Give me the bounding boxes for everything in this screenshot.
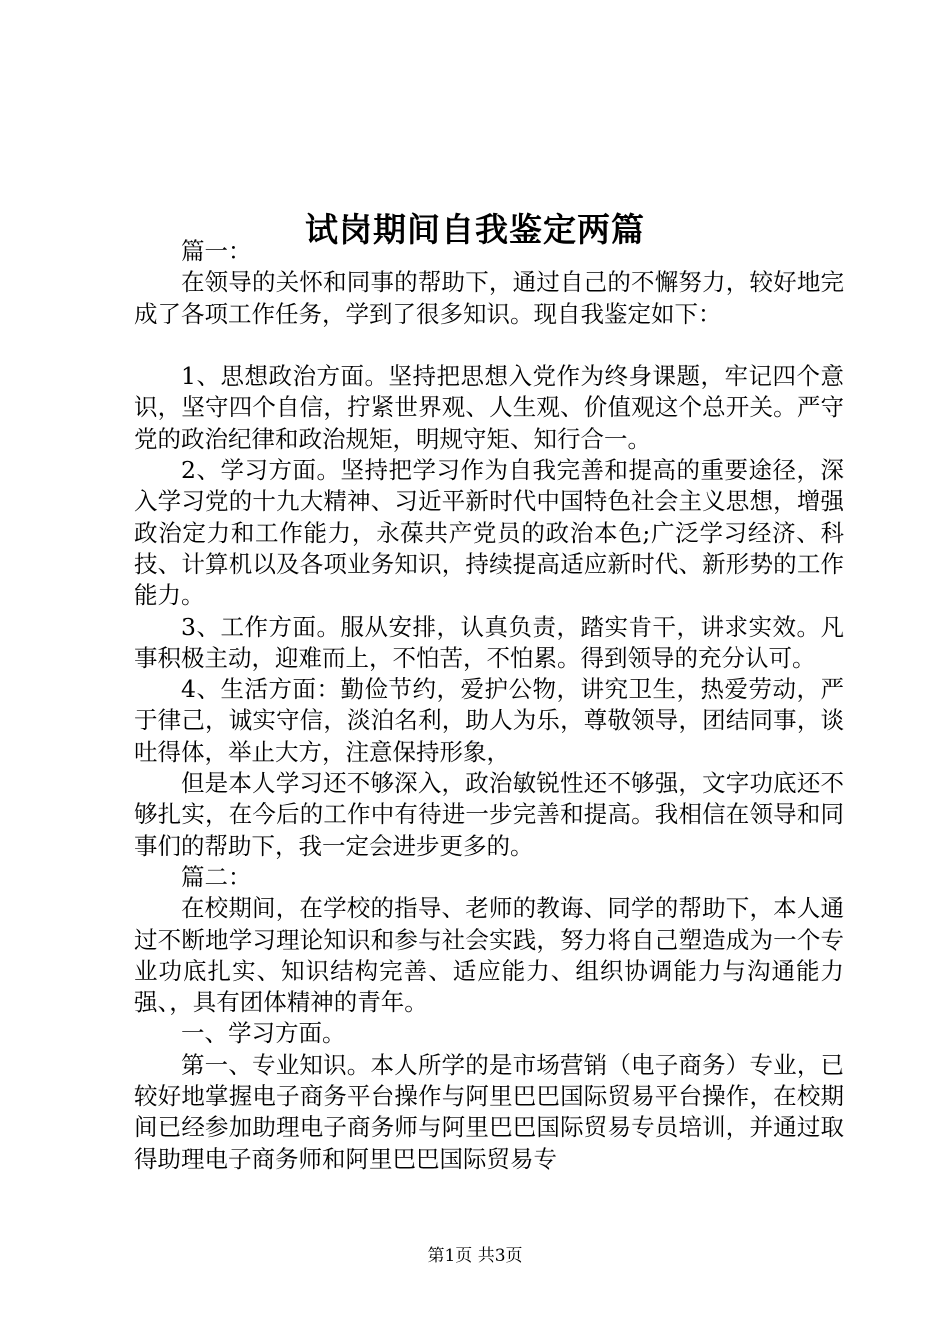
body-paragraph: 但是本人学习还不够深入，政治敏锐性还不够强，文字功底还不够扎实，在今后的工作中有待进一步完善和提高。我相信在领导和同事们的帮助下，我一定会进步更多的。	[134, 769, 844, 860]
body-paragraph: 在校期间，在学校的指导、老师的教诲、同学的帮助下，本人通过不断地学习理论知识和参与社会实践，努力将自己塑造成为一个专业功底扎实、知识结构完善、适应能力、组织协调能力与沟通能力强、，具有团体精神的青年。	[134, 894, 844, 1017]
sub-heading: 一、学习方面。	[181, 1019, 346, 1048]
document-body	[134, 236, 844, 1175]
body-paragraph: 1、思想政治方面。坚持把思想入党作为终身课题，牢记四个意识，坚守四个自信，拧紧世界观、人生观、价值观这个总开关。严守党的政治纪律和政治规矩，明规守矩、知行合一。	[134, 362, 844, 453]
body-paragraph: 第一、专业知识。本人所学的是市场营销（电子商务）专业，已较好地掌握电子商务平台操作与阿里巴巴国际贸易平台操作，在校期间已经参加助理电子商务师与阿里巴巴国际贸易专员培训，并通过取得助理电子商务师和阿里巴巴国际贸易专	[134, 1050, 844, 1173]
document-title: 试岗期间自我鉴定两篇	[305, 210, 645, 250]
section-heading: 篇一：	[181, 237, 252, 265]
page-footer: 第1页 共3页	[427, 1246, 523, 1266]
blank-line	[134, 330, 844, 361]
body-paragraph: 在领导的关怀和同事的帮助下，通过自己的不懈努力，较好地完成了各项工作任务，学到了很多知识。现自我鉴定如下：	[134, 268, 844, 328]
body-paragraph: 2、学习方面。坚持把学习作为自我完善和提高的重要途径，深入学习党的十九大精神、习近平新时代中国特色社会主义思想，增强政治定力和工作能力，永葆共产党员的政治本色;广泛学习经济、科技、计算机以及各项业务知识，持续提高适应新时代、新形势的工作能力。	[134, 456, 844, 610]
body-paragraph: 4、生活方面：勤俭节约，爱护公物，讲究卫生，热爱劳动，严于律己，诚实守信，淡泊名利，助人为乐，尊敬领导，团结同事，谈吐得体，举止大方，注意保持形象，	[134, 675, 844, 766]
section-heading: 篇二：	[181, 862, 252, 891]
body-paragraph: 3、工作方面。服从安排，认真负责，踏实肯干，讲求实效。凡事积极主动，迎难而上，不怕苦，不怕累。得到领导的充分认可。	[134, 612, 844, 672]
